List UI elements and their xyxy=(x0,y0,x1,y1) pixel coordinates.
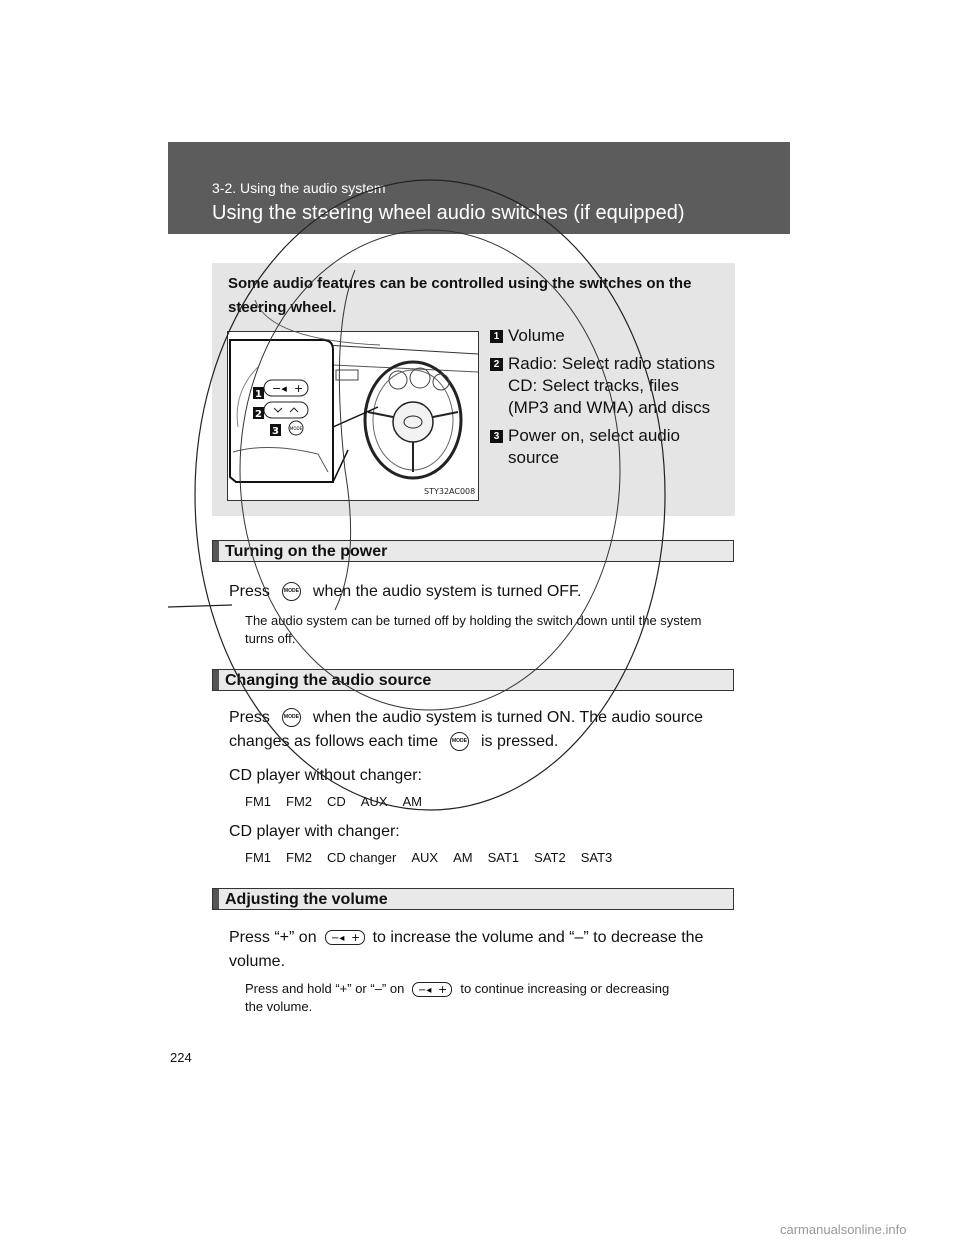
page-title: Using the steering wheel audio switches (if equipped) xyxy=(212,202,685,224)
legend-item-radio xyxy=(490,353,715,419)
volume-instruction-line1: Press “+” on −◂ + to increase the volume and “–” to decrease the xyxy=(229,929,704,946)
figure-code: STY32AC008 xyxy=(424,487,476,496)
seek-switch-icon xyxy=(264,402,308,418)
svg-text:+: + xyxy=(350,931,360,945)
watermark: carmanualsonline.info xyxy=(780,1222,907,1237)
page-header xyxy=(168,142,790,234)
power-note: The audio system can be turned off by holding the switch down until the system turns off. xyxy=(245,613,702,646)
mode-button-icon: MODE xyxy=(282,582,301,601)
legend-item-volume xyxy=(490,325,715,347)
steering-wheel xyxy=(365,362,461,478)
legend-number: 2 xyxy=(490,358,503,371)
volume-note-line1: Press and hold “+” or “–” on −◂ + to continue increasing or decreasing xyxy=(245,981,670,997)
legend-number: 1 xyxy=(490,330,503,343)
volume-note-line2: the volume. xyxy=(245,999,313,1014)
mode-switch-icon xyxy=(289,421,303,435)
section-label: 3-2. Using the audio system xyxy=(212,180,386,196)
steering-wheel-illustration xyxy=(227,331,479,501)
svg-text:+: + xyxy=(294,382,304,395)
callout-1: 1 xyxy=(255,389,262,400)
heading-changing-source: Changing the audio source xyxy=(212,669,734,691)
legend-text: Volume xyxy=(508,326,565,345)
svg-text:+: + xyxy=(438,983,448,997)
legend-item-power xyxy=(490,425,715,469)
without-changer-label: CD player without changer: xyxy=(229,767,422,784)
without-changer-sequence: FM1 FM2 CD AUX AM xyxy=(245,794,423,809)
dashboard-drawing xyxy=(228,332,478,500)
legend-text: Radio: Select radio stations CD: Select tracks, files (MP3 and WMA) and discs xyxy=(508,354,715,417)
legend-number: 3 xyxy=(490,430,503,443)
heading-adjusting-volume: Adjusting the volume xyxy=(212,888,734,910)
volume-switch-icon xyxy=(264,380,308,396)
intro-text: Some audio features can be controlled using the switches on the steering wheel. xyxy=(228,275,692,316)
with-changer-label: CD player with changer: xyxy=(229,823,400,840)
mode-button-icon: MODE xyxy=(282,708,301,727)
figure-legend xyxy=(490,325,715,475)
svg-text:−◂: −◂ xyxy=(330,933,344,945)
heading-turning-on-power: Turning on the power xyxy=(212,540,734,562)
volume-switch-icon xyxy=(412,982,452,997)
mode-button-icon: MODE xyxy=(450,732,469,751)
power-instruction: Press MODE when the audio system is turned OFF. xyxy=(229,583,582,600)
volume-instruction-line2: volume. xyxy=(229,953,286,970)
callout-3: 3 xyxy=(272,426,279,437)
legend-text: Power on, select audio source xyxy=(508,426,680,467)
source-instruction-line1: Press MODE when the audio system is turned ON. The audio source xyxy=(229,709,704,726)
svg-text:−◂: −◂ xyxy=(418,985,432,997)
callout-2: 2 xyxy=(255,409,262,420)
volume-switch-icon xyxy=(325,930,365,945)
with-changer-sequence: FM1 FM2 CD changer AUX AM SAT1 SAT2 SAT3 xyxy=(245,850,613,865)
source-instruction-line2: changes as follows each time MODE is pressed. xyxy=(229,733,559,750)
mode-switch-label: MODE xyxy=(289,426,303,431)
page-number: 224 xyxy=(170,1050,192,1065)
svg-text:−◂: −◂ xyxy=(272,382,287,395)
